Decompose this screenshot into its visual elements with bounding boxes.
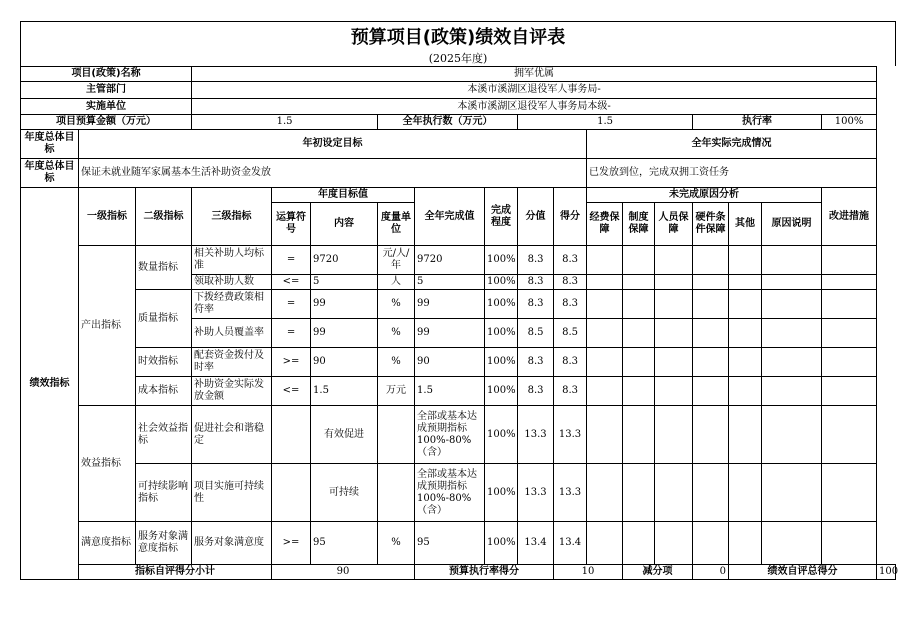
row-score: 8.3 bbox=[554, 246, 587, 275]
row-op bbox=[272, 406, 311, 464]
row-degree: 100% bbox=[485, 319, 518, 348]
table-row bbox=[21, 406, 896, 464]
row-score: 8.5 bbox=[554, 319, 587, 348]
project-name-label: 项目(政策)名称 bbox=[21, 67, 192, 82]
row-value: 8.3 bbox=[518, 275, 554, 290]
goal-row-label: 年度总体目标 bbox=[21, 130, 79, 159]
table-row bbox=[21, 522, 896, 565]
row-content: 1.5 bbox=[311, 377, 378, 406]
row-unit: % bbox=[378, 522, 415, 565]
init-goal-text: 保证未就业随军家属基本生活补助资金发放 bbox=[79, 159, 587, 188]
row-op: >= bbox=[272, 522, 311, 565]
row-name: 促进社会和谐稳定 bbox=[192, 406, 272, 464]
output-indicator-label: 产出指标 bbox=[79, 246, 136, 406]
total-value: 100 bbox=[877, 565, 896, 580]
project-name: 拥军优属 bbox=[192, 67, 877, 82]
row-score: 8.3 bbox=[554, 290, 587, 319]
row-value: 8.3 bbox=[518, 290, 554, 319]
row-content: 95 bbox=[311, 522, 378, 565]
header-reason-group: 未完成原因分析 bbox=[587, 188, 822, 203]
header-unit: 度量单位 bbox=[378, 203, 415, 246]
header-r2: 制度保障 bbox=[623, 203, 655, 246]
row-name: 服务对象满意度 bbox=[192, 522, 272, 565]
row-op: = bbox=[272, 246, 311, 275]
satisfaction-indicator-label: 满意度指标 bbox=[79, 522, 136, 565]
header-op: 运算符号 bbox=[272, 203, 311, 246]
evaluation-sheet bbox=[20, 21, 899, 580]
deduct-value: 0 bbox=[693, 565, 729, 580]
dept-value: 本溪市溪湖区退役军人事务局- bbox=[192, 82, 877, 99]
header-r5: 其他 bbox=[729, 203, 762, 246]
quality-indicator-label: 质量指标 bbox=[136, 290, 192, 348]
header-r6: 原因说明 bbox=[762, 203, 822, 246]
row-annual: 99 bbox=[415, 290, 485, 319]
row-value: 13.4 bbox=[518, 522, 554, 565]
quantity-indicator-label: 数量指标 bbox=[136, 246, 192, 290]
row-value: 8.3 bbox=[518, 377, 554, 406]
header-annual: 全年完成值 bbox=[415, 188, 485, 246]
unit-label: 实施单位 bbox=[21, 99, 192, 115]
row-op: = bbox=[272, 290, 311, 319]
row-name: 下拨经费政策相符率 bbox=[192, 290, 272, 319]
deduct-label: 减分项 bbox=[623, 565, 693, 580]
row-annual: 99 bbox=[415, 319, 485, 348]
row-op: <= bbox=[272, 275, 311, 290]
header-r3: 人员保障 bbox=[655, 203, 693, 246]
row-unit: % bbox=[378, 348, 415, 377]
sheet-title: 预算项目(政策)绩效自评表 bbox=[20, 21, 896, 50]
row-op bbox=[272, 464, 311, 522]
actual-goal-header: 全年实际完成情况 bbox=[587, 130, 877, 159]
row-value: 13.3 bbox=[518, 406, 554, 464]
rate-label: 执行率 bbox=[693, 115, 822, 130]
row-score: 13.3 bbox=[554, 406, 587, 464]
row-op: >= bbox=[272, 348, 311, 377]
row-op: <= bbox=[272, 377, 311, 406]
goal-row-label-2: 年度总体目标 bbox=[21, 159, 79, 188]
row-degree: 100% bbox=[485, 290, 518, 319]
budget-score-label: 预算执行率得分 bbox=[415, 565, 554, 580]
actual-goal-text: 已发放到位，完成双拥工资任务 bbox=[587, 159, 877, 188]
row-score: 8.3 bbox=[554, 348, 587, 377]
header-fix: 改进措施 bbox=[822, 188, 877, 246]
cost-indicator-label: 成本指标 bbox=[136, 377, 192, 406]
row-name: 项目实施可持续性 bbox=[192, 464, 272, 522]
row-degree: 100% bbox=[485, 377, 518, 406]
table-row bbox=[21, 464, 896, 522]
row-content: 99 bbox=[311, 290, 378, 319]
unit-value: 本溪市溪湖区退役军人事务局本级- bbox=[192, 99, 877, 115]
row-degree: 100% bbox=[485, 348, 518, 377]
row-degree: 100% bbox=[485, 275, 518, 290]
row-value: 13.3 bbox=[518, 464, 554, 522]
sheet-subtitle: (2025年度) bbox=[20, 50, 896, 66]
social-indicator-label: 社会效益指标 bbox=[136, 406, 192, 464]
row-content: 99 bbox=[311, 319, 378, 348]
benefit-indicator-label: 效益指标 bbox=[79, 406, 136, 522]
row-name: 相关补助人均标准 bbox=[192, 246, 272, 275]
row-score: 13.4 bbox=[554, 522, 587, 565]
budget-score-value: 10 bbox=[554, 565, 623, 580]
header-level1: 一级指标 bbox=[79, 188, 136, 246]
header-level2: 二级指标 bbox=[136, 188, 192, 246]
table-row bbox=[21, 377, 896, 406]
budget-label: 项目预算金额（万元） bbox=[21, 115, 192, 130]
row-unit bbox=[378, 406, 415, 464]
row-content: 有效促进 bbox=[311, 406, 378, 464]
row-content: 9720 bbox=[311, 246, 378, 275]
rate-value: 100% bbox=[822, 115, 877, 130]
row-annual: 9720 bbox=[415, 246, 485, 275]
row-name: 补助资金实际发放金额 bbox=[192, 377, 272, 406]
row-annual: 5 bbox=[415, 275, 485, 290]
exec-label: 全年执行数（万元） bbox=[378, 115, 518, 130]
row-score: 13.3 bbox=[554, 464, 587, 522]
evaluation-table bbox=[20, 66, 899, 580]
header-target-group: 年度目标值 bbox=[272, 188, 415, 203]
exec-value: 1.5 bbox=[518, 115, 693, 130]
row-op: = bbox=[272, 319, 311, 348]
table-row bbox=[21, 290, 896, 319]
header-content: 内容 bbox=[311, 203, 378, 246]
row-annual: 1.5 bbox=[415, 377, 485, 406]
header-degree: 完成程度 bbox=[485, 188, 518, 246]
row-value: 8.5 bbox=[518, 319, 554, 348]
table-row bbox=[21, 246, 896, 275]
row-degree: 100% bbox=[485, 522, 518, 565]
row-unit: 人 bbox=[378, 275, 415, 290]
row-value: 8.3 bbox=[518, 348, 554, 377]
row-unit bbox=[378, 464, 415, 522]
header-score-value: 分值 bbox=[518, 188, 554, 246]
header-level3: 三级指标 bbox=[192, 188, 272, 246]
row-value: 8.3 bbox=[518, 246, 554, 275]
row-unit: 元/人/年 bbox=[378, 246, 415, 275]
row-unit: % bbox=[378, 319, 415, 348]
row-name: 配套资金拨付及时率 bbox=[192, 348, 272, 377]
row-content: 5 bbox=[311, 275, 378, 290]
service-indicator-label: 服务对象满意度指标 bbox=[136, 522, 192, 565]
row-degree: 100% bbox=[485, 406, 518, 464]
row-name: 领取补助人数 bbox=[192, 275, 272, 290]
row-content: 90 bbox=[311, 348, 378, 377]
total-label: 绩效自评总得分 bbox=[729, 565, 877, 580]
perf-indicator-label: 绩效指标 bbox=[21, 188, 79, 580]
table-row bbox=[21, 348, 896, 377]
subtotal-label: 指标自评得分小计 bbox=[79, 565, 272, 580]
sustain-indicator-label: 可持续影响指标 bbox=[136, 464, 192, 522]
subtotal-value: 90 bbox=[272, 565, 415, 580]
row-degree: 100% bbox=[485, 246, 518, 275]
init-goal-header: 年初设定目标 bbox=[79, 130, 587, 159]
row-name: 补助人员覆盖率 bbox=[192, 319, 272, 348]
dept-label: 主管部门 bbox=[21, 82, 192, 99]
row-unit: 万元 bbox=[378, 377, 415, 406]
header-r4: 硬件条件保障 bbox=[693, 203, 729, 246]
row-annual: 95 bbox=[415, 522, 485, 565]
row-annual: 90 bbox=[415, 348, 485, 377]
row-score: 8.3 bbox=[554, 377, 587, 406]
budget-value: 1.5 bbox=[192, 115, 378, 130]
row-unit: % bbox=[378, 290, 415, 319]
row-annual: 全部或基本达成预期指标100%-80%（含） bbox=[415, 406, 485, 464]
row-degree: 100% bbox=[485, 464, 518, 522]
header-score: 得分 bbox=[554, 188, 587, 246]
row-content: 可持续 bbox=[311, 464, 378, 522]
row-annual: 全部或基本达成预期指标100%-80%（含） bbox=[415, 464, 485, 522]
row-score: 8.3 bbox=[554, 275, 587, 290]
header-r1: 经费保障 bbox=[587, 203, 623, 246]
timeliness-indicator-label: 时效指标 bbox=[136, 348, 192, 377]
